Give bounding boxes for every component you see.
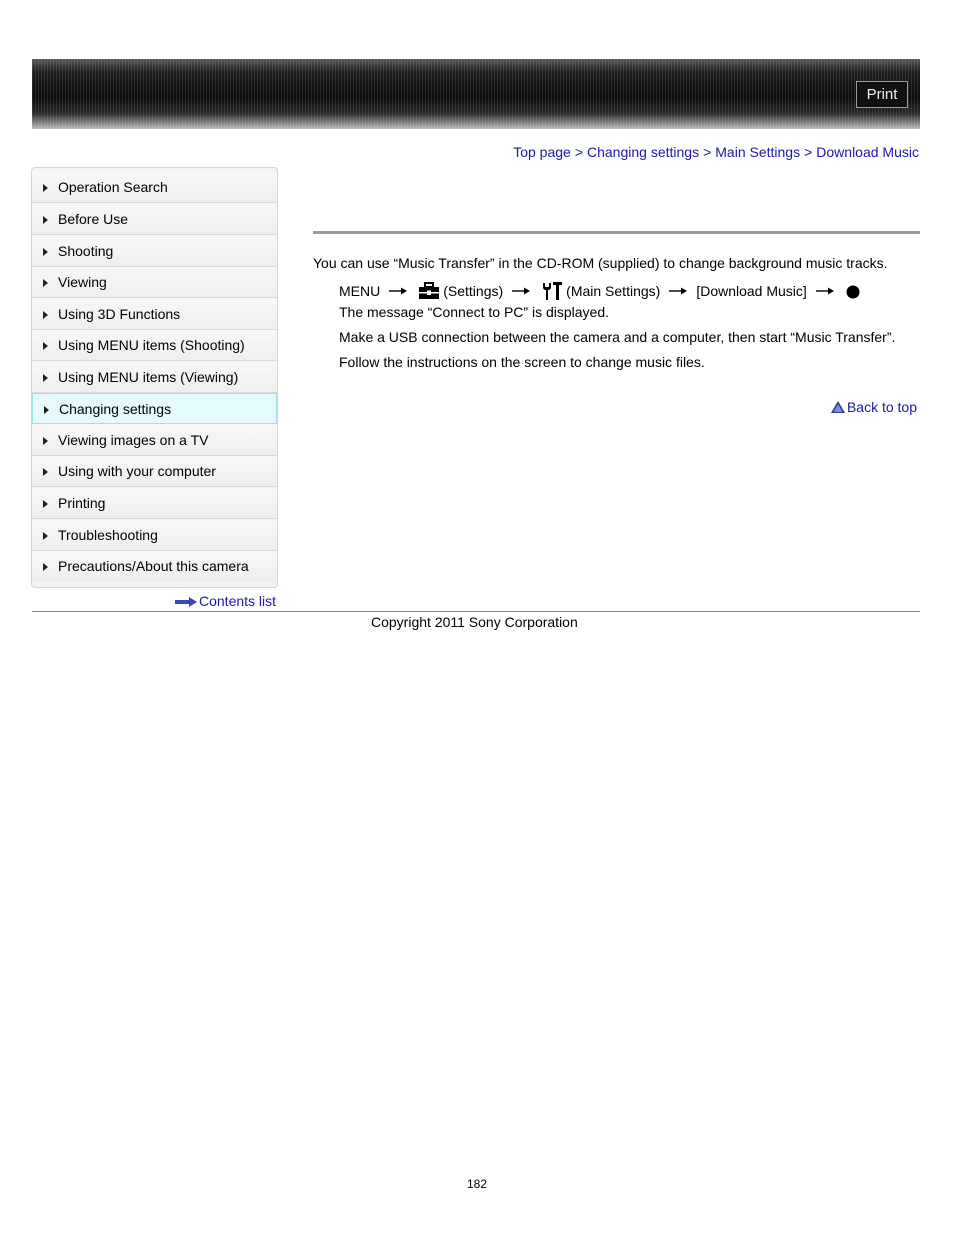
breadcrumb-main-settings[interactable]: Main Settings (715, 144, 801, 160)
right-arrow-icon (388, 284, 408, 298)
breadcrumb (513, 144, 919, 160)
back-to-top-label: Back to top (846, 399, 917, 415)
triangle-right-icon (43, 279, 48, 287)
sidebar-item-label: Printing (58, 495, 106, 511)
triangle-right-icon (43, 563, 48, 571)
settings-toolbox-icon (418, 282, 440, 300)
sidebar-item-label: Shooting (58, 243, 114, 259)
sidebar-item-label: Precautions/About this camera (58, 558, 249, 574)
triangle-right-icon (43, 468, 48, 476)
sidebar-item-label: Using with your computer (58, 463, 216, 479)
breadcrumb-separator: > (703, 144, 712, 160)
triangle-right-icon (43, 500, 48, 508)
triangle-right-icon (43, 216, 48, 224)
triangle-right-icon (43, 374, 48, 382)
sidebar-item-label: Using 3D Functions (58, 306, 181, 322)
triangle-right-icon (43, 184, 48, 192)
triangle-right-icon (43, 311, 48, 319)
copyright-text: Copyright 2011 Sony Corporation (371, 614, 578, 630)
sidebar-item-viewing-on-tv[interactable] (32, 425, 277, 456)
breadcrumb-download-music[interactable]: Download Music (816, 144, 919, 160)
sidebar-item-operation-search[interactable] (32, 172, 277, 203)
sidebar-item-troubleshooting[interactable] (32, 520, 277, 551)
sidebar-nav (31, 167, 278, 588)
title-divider (313, 231, 920, 234)
download-music-label: [Download Music] (696, 283, 807, 299)
sidebar-item-label: Viewing (58, 274, 107, 290)
sidebar-item-printing[interactable] (32, 488, 277, 519)
breadcrumb-top-page[interactable]: Top page (513, 144, 571, 160)
sidebar-item-precautions[interactable] (32, 551, 277, 582)
triangle-right-icon (43, 532, 48, 540)
step-usb-connection-text: Make a USB connection between the camera and a computer, then start “Music Transfer”. (339, 329, 896, 345)
sidebar-item-before-use[interactable] (32, 204, 277, 235)
triangle-right-icon (44, 406, 49, 414)
sidebar-item-viewing[interactable] (32, 267, 277, 298)
sidebar-item-label: Troubleshooting (58, 527, 158, 543)
main-settings-wrench-icon (541, 281, 563, 301)
step-menu-path (339, 281, 864, 301)
intro-text: You can use “Music Transfer” in the CD-ROM (supplied) to change background music tracks. (313, 255, 888, 271)
sidebar-item-label: Changing settings (59, 401, 172, 417)
triangle-right-icon (43, 248, 48, 256)
right-arrow-icon (511, 284, 531, 298)
sidebar-item-shooting[interactable] (32, 236, 277, 267)
triangle-right-icon (43, 342, 48, 350)
sidebar-item-label: Before Use (58, 211, 129, 227)
print-button[interactable]: Print (856, 81, 908, 108)
sidebar-item-label: Operation Search (58, 179, 168, 195)
step-message-text: The message “Connect to PC” is displayed. (339, 304, 610, 320)
settings-label: (Settings) (443, 283, 504, 299)
breadcrumb-separator: > (804, 144, 813, 160)
contents-list-link[interactable] (175, 593, 276, 609)
sidebar-item-label: Using MENU items (Shooting) (58, 337, 245, 353)
right-arrow-icon (668, 284, 688, 298)
step-follow-instructions-text: Follow the instructions on the screen to change music files. (339, 354, 705, 370)
sidebar-item-3d-functions[interactable] (32, 299, 277, 330)
header-banner (32, 59, 920, 129)
back-to-top-link[interactable] (831, 399, 917, 415)
sidebar-item-changing-settings[interactable] (32, 393, 277, 424)
sidebar-item-label: Using MENU items (Viewing) (58, 369, 239, 385)
breadcrumb-changing-settings[interactable]: Changing settings (587, 144, 700, 160)
sidebar-item-label: Viewing images on a TV (58, 432, 209, 448)
sidebar-item-menu-viewing[interactable] (32, 362, 277, 393)
right-arrow-icon (815, 284, 835, 298)
center-button-icon (845, 283, 861, 299)
footer-divider (32, 611, 920, 612)
breadcrumb-separator: > (574, 144, 583, 160)
main-settings-label: (Main Settings) (566, 283, 661, 299)
contents-arrow-icon (175, 597, 197, 607)
triangle-right-icon (43, 437, 48, 445)
back-to-top-icon (831, 401, 845, 413)
sidebar-item-computer[interactable] (32, 456, 277, 487)
menu-label: MENU (339, 283, 381, 299)
page-number: 182 (466, 1177, 488, 1191)
sidebar-item-menu-shooting[interactable] (32, 330, 277, 361)
contents-list-label: Contents list (199, 593, 277, 609)
